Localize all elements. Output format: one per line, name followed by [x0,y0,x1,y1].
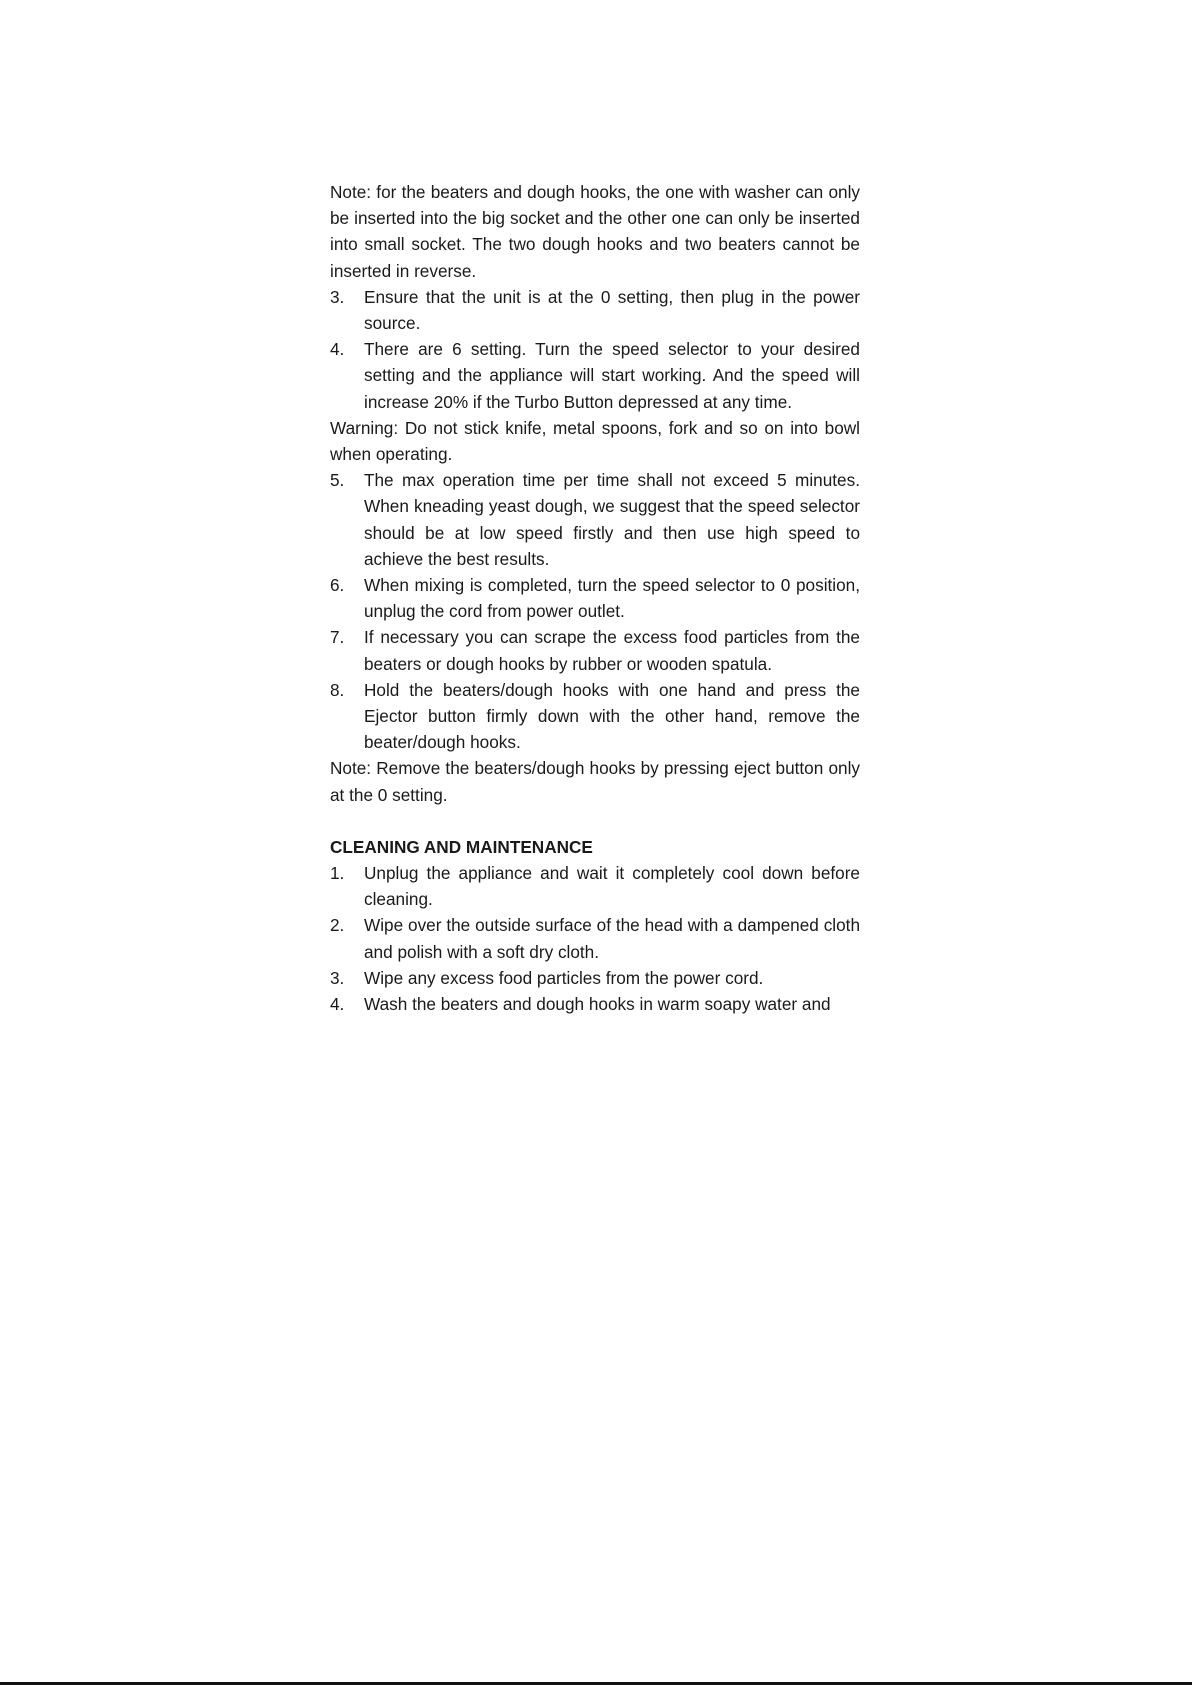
step-number: 5. [330,470,345,491]
step-text: Wipe any excess food particles from the power cord. [364,967,764,988]
cleaning-steps-list [330,860,860,1017]
section-heading-cleaning: CLEANING AND MAINTENANCE [330,836,593,857]
step-number: 2. [330,915,345,936]
step-text: Wipe over the outside surface of the head with a dampened cloth and polish with a soft dry cloth. [364,915,860,962]
manual-page-content [330,179,860,1017]
step-4 [330,336,860,415]
step-number: 6. [330,575,345,596]
step-3 [330,284,860,336]
step-text: Wash the beaters and dough hooks in warm soapy water and [364,994,831,1015]
step-number: 3. [330,967,345,988]
note-beaters-insertion: Note: for the beaters and dough hooks, the one with washer can only be inserted into the big socket and the other one can only be inserted into small socket. The two dough hooks and two beaters cannot be inserted in reverse. [330,182,860,281]
step-8 [330,677,860,756]
note-eject-button: Note: Remove the beaters/dough hooks by pressing eject button only at the 0 setting. [330,758,860,805]
cleaning-step-3 [330,965,860,991]
cleaning-step-4 [330,991,860,1017]
step-number: 1. [330,863,345,884]
step-7 [330,624,860,676]
operation-steps-list [330,284,860,415]
step-6 [330,572,860,624]
step-number: 8. [330,679,345,700]
step-number: 7. [330,627,345,648]
operation-steps-list-continued [330,467,860,755]
step-text: If necessary you can scrape the excess food particles from the beaters or dough hooks by rubber or wooden spatula. [364,627,860,674]
step-number: 4. [330,994,345,1015]
step-text: Ensure that the unit is at the 0 setting, then plug in the power source. [364,286,860,334]
cleaning-step-2 [330,912,860,964]
step-text: The max operation time per time shall not exceed 5 minutes. When kneading yeast dough, we suggest that the speed selector should be at low speed firstly and then use high speed to achieve the best results. [364,470,860,569]
step-text: When mixing is completed, turn the speed selector to 0 position, unplug the cord from power outlet. [364,575,860,622]
step-number: 3. [330,286,345,307]
step-text: There are 6 setting. Turn the speed selector to your desired setting and the appliance will start working. And the speed will increase 20% if the Turbo Button depressed at any time. [364,339,860,412]
warning-note: Warning: Do not stick knife, metal spoons, fork and so on into bowl when operating. [330,417,860,465]
cleaning-step-1 [330,860,860,912]
step-number: 4. [330,339,345,360]
step-text: Hold the beaters/dough hooks with one hand and press the Ejector button firmly down with the other hand, remove the beater/dough hooks. [364,679,860,753]
step-5 [330,467,860,572]
step-text: Unplug the appliance and wait it completely cool down before cleaning. [364,863,860,910]
